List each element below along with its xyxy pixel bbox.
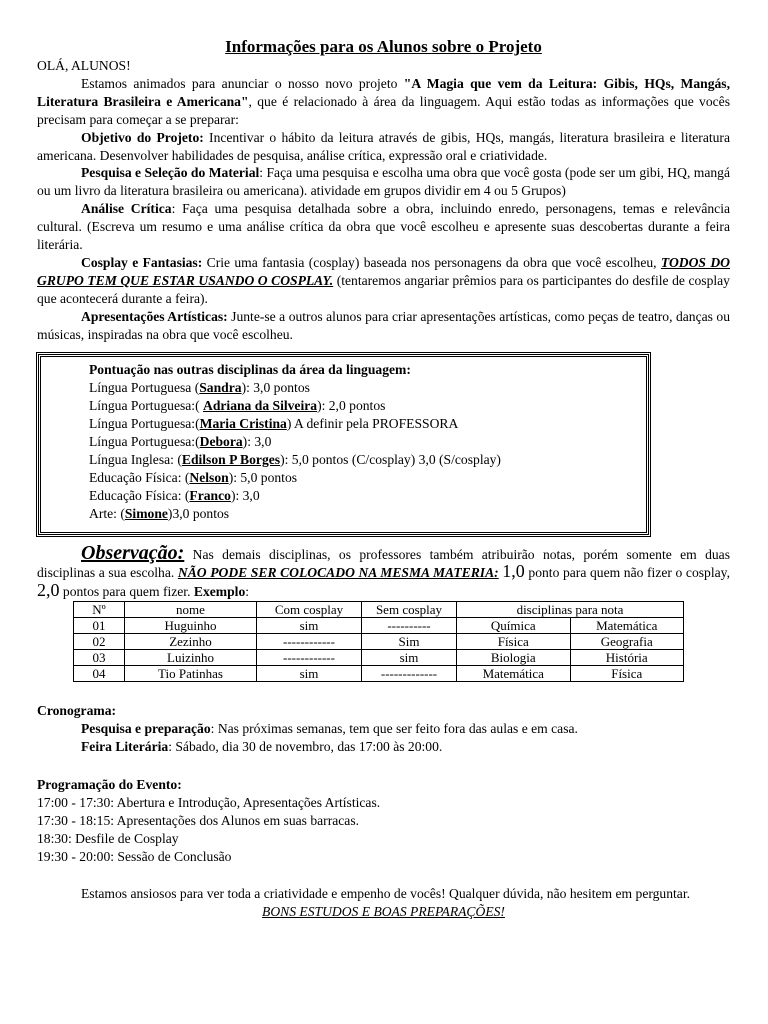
cell: ------------ bbox=[257, 650, 362, 666]
cell: sim bbox=[257, 618, 362, 634]
points: ): 3,0 bbox=[242, 433, 272, 449]
section-text-2: (tentaremos angariar prêmios para os participantes do desfile de cosplay que acontecerá durante a feira). bbox=[37, 272, 730, 306]
points: ): 3,0 pontos bbox=[241, 379, 310, 395]
scoring-line bbox=[89, 379, 646, 397]
intro-text-b: , que é relacionado à área da linguagem. Aqui estão todas as informações que vocês precisam para começar a se preparar: bbox=[37, 93, 731, 127]
cell: História bbox=[570, 650, 684, 666]
observacao-paragraph bbox=[37, 541, 730, 602]
cell: Biologia bbox=[457, 650, 571, 666]
scoring-line bbox=[89, 505, 646, 523]
section-label: Cosplay e Fantasias: bbox=[81, 254, 203, 270]
subject: Arte: ( bbox=[89, 505, 125, 521]
section-pesquisa bbox=[37, 164, 730, 200]
cell: Geografia bbox=[570, 634, 684, 650]
cronograma-label: Pesquisa e preparação bbox=[81, 721, 211, 737]
section-text: : Faça uma pesquisa e escolha uma obra que você gosta (pode ser um gibi, HQ, mangá ou um livro da literatura brasileira ou americana). atividade em grupos dividir em 4 ou 5 Grupos) bbox=[37, 165, 730, 199]
section-apresentacoes bbox=[37, 308, 730, 344]
cell: 04 bbox=[74, 666, 125, 682]
cell: Matemática bbox=[570, 618, 684, 634]
points-no-cosplay: 1,0 bbox=[502, 561, 525, 582]
cell: 02 bbox=[74, 634, 125, 650]
teacher-name: Simone bbox=[124, 505, 168, 521]
teacher-name: Maria Cristina bbox=[199, 415, 287, 431]
subject: Língua Portuguesa ( bbox=[89, 379, 200, 395]
points: )3,0 pontos bbox=[167, 505, 230, 521]
subject: Educação Física: ( bbox=[89, 487, 190, 503]
schedule-item: 17:30 - 18:15: Apresentações dos Alunos em suas barracas. bbox=[37, 812, 360, 828]
page-title: Informações para os Alunos sobre o Projeto bbox=[225, 37, 542, 56]
scoring-box bbox=[38, 354, 649, 535]
table-header-row bbox=[74, 602, 684, 618]
cell: Sim bbox=[362, 634, 457, 650]
table-header: Nº bbox=[74, 602, 125, 618]
cronograma-text: : Nas próximas semanas, tem que ser feito fora das aulas e em casa. bbox=[210, 721, 578, 737]
subject: Língua Portuguesa:( bbox=[89, 397, 204, 413]
cell: 01 bbox=[74, 618, 125, 634]
scoring-line bbox=[89, 397, 646, 415]
cosplay-warning: TODOS DO GRUPO TEM QUE ESTAR USANDO O COSPLAY. bbox=[37, 254, 730, 288]
cell: Física bbox=[570, 666, 684, 682]
scoring-line bbox=[89, 415, 646, 433]
table-row bbox=[74, 634, 684, 650]
observacao-text: Nas demais disciplinas, os professores também atribuirão notas, porém somente em duas disciplinas a sua escolha. bbox=[37, 546, 730, 581]
intro-text-a: Estamos animados para anunciar o nosso novo projeto bbox=[81, 75, 404, 91]
section-label: Objetivo do Projeto: bbox=[81, 129, 204, 145]
observacao-warning: NÃO PODE SER COLOCADO NA MESMA MATERIA: bbox=[177, 565, 499, 581]
cell: Matemática bbox=[457, 666, 571, 682]
table-header: nome bbox=[125, 602, 257, 618]
teacher-name: Nelson bbox=[189, 469, 229, 485]
final-message: BONS ESTUDOS E BOAS PREPARAÇÕES! bbox=[262, 904, 505, 920]
scoring-heading-text: Pontuação nas outras disciplinas da área da linguagem: bbox=[89, 361, 411, 377]
section-text: Incentivar o hábito da leitura através de gibis, HQs, mangás, literatura brasileira e literatura americana. Desenvolver habilidades de pesquisa, análise crítica, expressão oral e criatividade. bbox=[37, 129, 730, 163]
section-label: Pesquisa e Seleção do Material bbox=[81, 165, 260, 181]
section-text: Crie uma fantasia (cosplay) baseada nos personagens da obra que você escolheu, bbox=[202, 254, 661, 270]
scoring-heading bbox=[89, 361, 646, 379]
cell: Huguinho bbox=[125, 618, 257, 634]
cell: Tio Patinhas bbox=[125, 666, 257, 682]
cell: ---------- bbox=[362, 618, 457, 634]
example-label: Exemplo bbox=[193, 584, 246, 600]
cell: sim bbox=[362, 650, 457, 666]
points: ): 5,0 pontos (C/cosplay) 3,0 (S/cosplay) bbox=[280, 451, 501, 467]
scoring-line bbox=[89, 433, 646, 451]
teacher-name: Debora bbox=[199, 433, 243, 449]
intro-paragraph bbox=[37, 75, 730, 129]
table-header: disciplinas para nota bbox=[457, 602, 684, 618]
teacher-name: Franco bbox=[189, 487, 231, 503]
section-label: Análise Crítica bbox=[81, 201, 172, 217]
cell: Química bbox=[457, 618, 571, 634]
cronograma-section bbox=[37, 702, 730, 756]
subject: Educação Física: ( bbox=[89, 469, 190, 485]
cell: Luizinho bbox=[125, 650, 257, 666]
closing-paragraph: Estamos ansiosos para ver toda a criatividade e empenho de vocês! Qualquer dúvida, não hesitem em perguntar. bbox=[81, 886, 691, 902]
points: ): 3,0 bbox=[230, 487, 260, 503]
cell: Zezinho bbox=[125, 634, 257, 650]
section-label: Apresentações Artísticas: bbox=[81, 308, 228, 324]
cell: sim bbox=[257, 666, 362, 682]
teacher-name: Edilson P Borges bbox=[181, 451, 281, 467]
observacao-text: ponto para quem não fizer o cosplay, bbox=[524, 565, 730, 581]
programacao-title: Programação do Evento: bbox=[37, 776, 182, 792]
cronograma-item bbox=[37, 720, 730, 738]
points: ) A definir pela PROFESSORA bbox=[286, 415, 459, 431]
section-text: Junte-se a outros alunos para criar apresentações artísticas, como peças de teatro, danças ou músicas, inspiradas na obra que você escolheu. bbox=[37, 308, 731, 342]
observacao-title: Observação: bbox=[81, 541, 185, 564]
subject: Língua Inglesa: ( bbox=[89, 451, 182, 467]
observacao-text: pontos para quem fizer. bbox=[59, 584, 194, 600]
subject: Língua Portuguesa:( bbox=[89, 415, 200, 431]
section-objetivo bbox=[37, 129, 730, 165]
colon: : bbox=[245, 584, 250, 600]
schedule-item: 18:30: Desfile de Cosplay bbox=[37, 830, 179, 846]
cronograma-text: : Sábado, dia 30 de novembro, das 17:00 às 20:00. bbox=[168, 739, 443, 755]
points: ): 5,0 pontos bbox=[228, 469, 298, 485]
programacao-section bbox=[37, 776, 730, 866]
cell: ------------ bbox=[257, 634, 362, 650]
cronograma-label: Feira Literária bbox=[81, 739, 169, 755]
schedule-item: 19:30 - 20:00: Sessão de Conclusão bbox=[37, 848, 232, 864]
cell: Física bbox=[457, 634, 571, 650]
project-name: "A Magia que vem da Leitura: Gibis, HQs, Mangás, Literatura Brasileira e Americana" bbox=[37, 75, 730, 109]
greeting: OLÁ, ALUNOS! bbox=[37, 58, 131, 73]
subject: Língua Portuguesa:( bbox=[89, 433, 200, 449]
document-page bbox=[37, 36, 730, 921]
scoring-line bbox=[89, 487, 646, 505]
section-text: : Faça uma pesquisa detalhada sobre a obra, incluindo enredo, personagens, temas e relevância cultural. (Escreva um resumo e uma análise crítica da obra que você escolheu e apresente suas descobertas durante a feira literária. bbox=[37, 201, 730, 253]
scoring-line bbox=[89, 469, 646, 487]
table-row bbox=[74, 666, 684, 682]
section-analise bbox=[37, 200, 730, 254]
schedule-item: 17:00 - 17:30: Abertura e Introdução, Apresentações Artísticas. bbox=[37, 794, 381, 810]
section-cosplay bbox=[37, 254, 730, 308]
table-row bbox=[74, 650, 684, 666]
cronograma-item bbox=[37, 738, 730, 756]
table-row bbox=[74, 618, 684, 634]
teacher-name: Sandra bbox=[199, 379, 242, 395]
example-table bbox=[73, 601, 684, 682]
cell: ------------- bbox=[362, 666, 457, 682]
teacher-name: Adriana da Silveira bbox=[203, 397, 318, 413]
points: ): 2,0 pontos bbox=[317, 397, 386, 413]
points-cosplay: 2,0 bbox=[37, 580, 60, 601]
scoring-line bbox=[89, 451, 646, 469]
cell: 03 bbox=[74, 650, 125, 666]
cronograma-title: Cronograma: bbox=[37, 703, 117, 719]
table-header: Sem cosplay bbox=[362, 602, 457, 618]
table-header: Com cosplay bbox=[257, 602, 362, 618]
